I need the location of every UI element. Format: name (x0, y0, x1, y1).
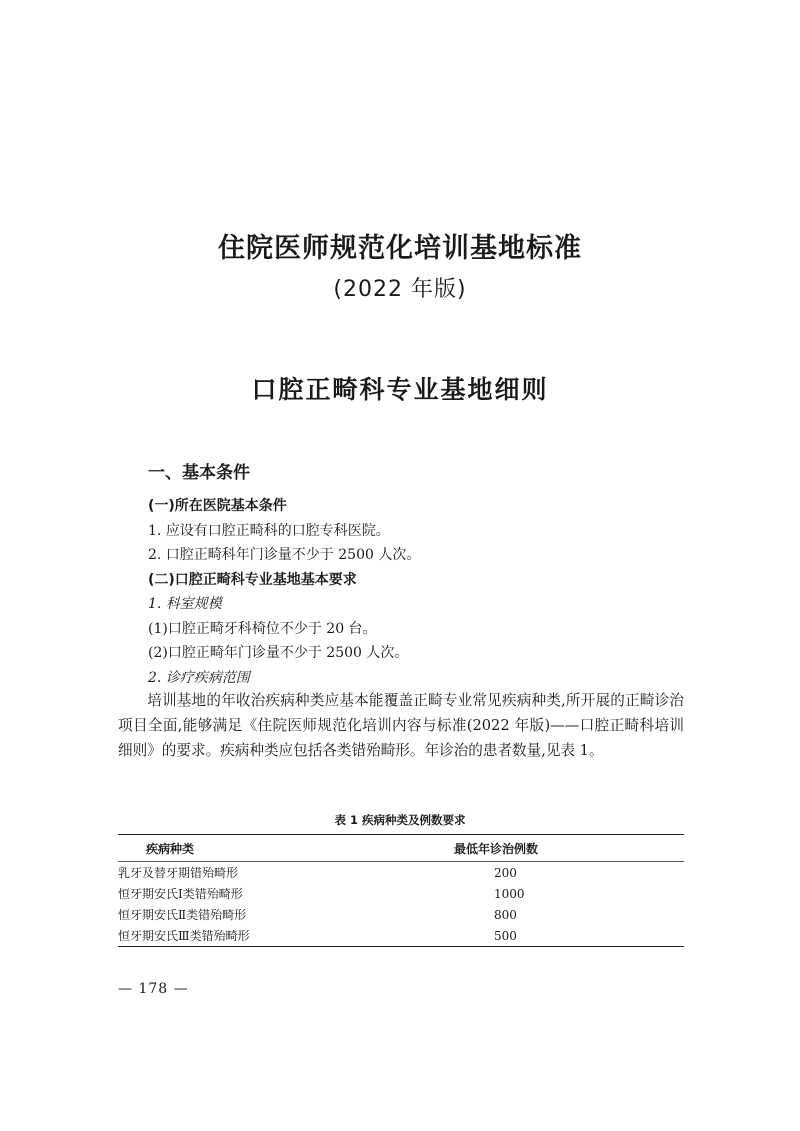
min-count-cell: 800 (493, 907, 517, 922)
subsection-heading: (一)所在医院基本条件 (148, 498, 287, 514)
table-header-count: 最低年诊治例数 (453, 841, 538, 856)
condition-list (148, 494, 688, 690)
body-paragraph: 培训基地的年收治疾病种类应基本能覆盖正畸专业常见疾病种类,所开展的正畸诊治项目全面,能够满足《住院医师规范化培训内容与标准(2022 年版)——口腔正畸科培训细则》的要求。疾病种类应包括各类错殆畸形。年诊治的患者数量,见表 1。 (118, 692, 684, 759)
min-count-cell: 200 (493, 865, 517, 880)
list-item: (2)口腔正畸年门诊量不少于 2500 人次。 (148, 645, 409, 661)
table-row (118, 883, 684, 904)
table-row (118, 925, 684, 947)
list-item: 2. 口腔正畸科年门诊量不少于 2500 人次。 (148, 547, 421, 563)
table-row (118, 904, 684, 925)
disease-type-cell: 恒牙期安氏Ⅲ类错殆畸形 (118, 929, 250, 943)
table-row (118, 862, 684, 884)
min-count-cell: 500 (493, 928, 517, 943)
disease-table (118, 834, 684, 947)
list-item: 1. 科室规模 (148, 596, 222, 612)
document-subtitle: 口腔正畸科专业基地细则 (251, 375, 549, 404)
list-item: 1. 应设有口腔正畸科的口腔专科医院。 (148, 522, 390, 539)
subsection-heading: (二)口腔正畸科专业基地基本要求 (148, 571, 357, 588)
list-item: (1)口腔正畸牙科椅位不少于 20 台。 (148, 620, 377, 637)
table-caption: 表 1 疾病种类及例数要求 (334, 813, 466, 827)
disease-type-cell: 乳牙及替牙期错殆畸形 (118, 866, 239, 880)
list-item: 2. 诊疗疾病范围 (148, 669, 250, 686)
min-count-cell: 1000 (493, 886, 525, 901)
edition-label: (2022 年版) (333, 277, 467, 302)
page-number: — 178 — (118, 981, 189, 997)
document-title: 住院医师规范化培训基地标准 (218, 233, 582, 264)
section-heading-basic-conditions: 一、基本条件 (148, 463, 250, 483)
table-header-row (118, 835, 684, 862)
disease-type-cell: 恒牙期安氏Ⅰ类错殆畸形 (118, 887, 243, 901)
table-header-disease: 疾病种类 (146, 841, 195, 856)
disease-type-cell: 恒牙期安氏Ⅱ类错殆畸形 (118, 908, 247, 922)
